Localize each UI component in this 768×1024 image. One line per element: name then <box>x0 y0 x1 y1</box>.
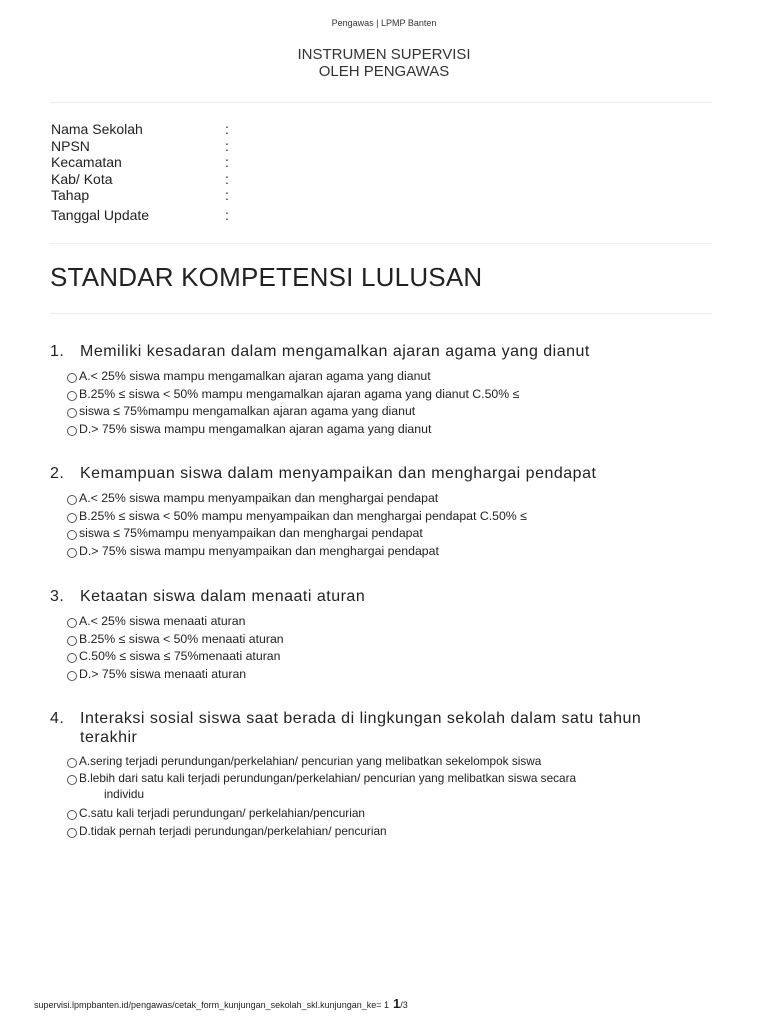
option-c[interactable] <box>67 805 707 822</box>
divider <box>50 243 712 244</box>
option-label: C.50% ≤ siswa ≤ 75%menaati aturan <box>79 649 281 663</box>
info-label: NPSN <box>51 137 90 154</box>
option-label: A.< 25% siswa mampu menyampaikan dan menghargai pendapat <box>79 491 439 505</box>
page-footer <box>34 996 408 1011</box>
page-header: Pengawas | LPMP Banten <box>331 18 437 28</box>
info-colon: : <box>225 137 229 154</box>
info-colon: : <box>225 187 229 204</box>
option-label: A.< 25% siswa menaati aturan <box>79 614 246 628</box>
option-a[interactable] <box>67 753 707 770</box>
option-c[interactable] <box>67 525 720 543</box>
option-b[interactable] <box>67 631 720 649</box>
option-d[interactable] <box>67 543 720 561</box>
option-label: D.> 75% siswa mampu menyampaikan dan menghargai pendapat <box>79 543 439 558</box>
footer-url: supervisi.lpmpbanten.id/pengawas/cetak_form_kunjungan_sekolah_skl.kunjungan_ke= 1 <box>34 1000 389 1010</box>
section-title: STANDAR KOMPETENSI LULUSAN <box>50 262 483 292</box>
radio-button[interactable] <box>67 775 77 785</box>
option-label: B.25% ≤ siswa < 50% menaati aturan <box>79 631 284 646</box>
info-label: Tanggal Update <box>51 206 150 223</box>
option-label: B.lebih dari satu kali terjadi perundungan/perkelahian/ pencurian yang melibatkan siswa secara <box>79 770 577 785</box>
option-d[interactable] <box>67 666 720 684</box>
option-label: D.> 75% siswa menaati aturan <box>79 666 247 681</box>
info-label: Tahap <box>51 187 90 204</box>
option-a[interactable] <box>67 368 720 386</box>
radio-button[interactable] <box>67 636 77 646</box>
option-c[interactable] <box>67 648 720 666</box>
option-label: D.> 75% siswa mampu mengamalkan ajaran agama yang dianut <box>79 421 432 436</box>
question-number: 1. <box>50 343 65 360</box>
question-3 <box>50 587 720 683</box>
radio-button[interactable] <box>67 810 77 820</box>
info-colon: : <box>225 121 229 137</box>
option-d[interactable] <box>67 421 720 439</box>
option-c[interactable] <box>67 403 720 421</box>
radio-button[interactable] <box>67 828 77 838</box>
option-label: A.< 25% siswa mampu mengamalkan ajaran agama yang dianut <box>79 369 431 383</box>
info-label: Kecamatan <box>51 154 122 171</box>
question-number: 3. <box>50 588 65 605</box>
radio-button[interactable] <box>67 513 77 523</box>
question-number: 2. <box>50 465 65 482</box>
page-total: /3 <box>400 1000 408 1010</box>
options-list <box>50 368 720 438</box>
option-b[interactable] <box>67 770 707 803</box>
radio-button[interactable] <box>67 391 77 401</box>
option-label: A.sering terjadi perundungan/perkelahian/ pencurian yang melibatkan sekelompok siswa <box>79 754 542 768</box>
divider <box>50 313 712 314</box>
options-list <box>50 613 720 683</box>
document-title-line-1: INSTRUMEN SUPERVISI <box>297 46 471 63</box>
radio-button[interactable] <box>67 548 77 558</box>
option-a[interactable] <box>67 613 720 631</box>
question-text: Ketaatan siswa dalam menaati aturan <box>80 588 366 605</box>
option-label: B.25% ≤ siswa < 50% mampu menyampaikan dan menghargai pendapat C.50% ≤ <box>79 508 527 523</box>
page-number: 1 <box>393 996 401 1011</box>
radio-button[interactable] <box>67 530 77 540</box>
radio-button[interactable] <box>67 653 77 663</box>
document-title <box>0 46 768 80</box>
info-colon: : <box>225 154 229 171</box>
question-text: Memiliki kesadaran dalam mengamalkan ajaran agama yang dianut <box>80 343 590 360</box>
option-a[interactable] <box>67 490 720 508</box>
question-text: Kemampuan siswa dalam menyampaikan dan menghargai pendapat <box>80 465 597 482</box>
option-d[interactable] <box>67 823 707 840</box>
question-text: Interaksi sosial siswa saat berada di lingkungan sekolah dalam satu tahun terakhir <box>80 710 642 746</box>
question-2 <box>50 464 720 560</box>
option-label: B.25% ≤ siswa < 50% mampu mengamalkan ajaran agama yang dianut C.50% ≤ <box>79 386 520 401</box>
radio-button[interactable] <box>67 671 77 681</box>
info-label: Nama Sekolah <box>51 121 143 137</box>
radio-button[interactable] <box>67 426 77 436</box>
option-b[interactable] <box>67 386 720 404</box>
info-colon: : <box>225 206 229 223</box>
radio-button[interactable] <box>67 373 77 383</box>
options-list <box>50 490 720 560</box>
option-label: C.satu kali terjadi perundungan/ perkelahian/pencurian <box>79 805 365 820</box>
option-label: siswa ≤ 75%mampu mengamalkan ajaran agama yang dianut <box>79 404 416 418</box>
option-label-continuation: individu <box>104 787 145 801</box>
option-b[interactable] <box>67 508 720 526</box>
radio-button[interactable] <box>67 618 77 628</box>
radio-button[interactable] <box>67 758 77 768</box>
question-1 <box>50 342 720 438</box>
radio-button[interactable] <box>67 495 77 505</box>
question-number: 4. <box>50 710 65 727</box>
divider <box>50 102 712 103</box>
info-colon: : <box>225 170 229 187</box>
info-label: Kab/ Kota <box>51 170 113 187</box>
document-title-line-2: OLEH PENGAWAS <box>318 63 450 80</box>
options-list <box>50 753 707 840</box>
question-4 <box>50 709 650 840</box>
option-label: siswa ≤ 75%mampu menyampaikan dan menghargai pendapat <box>79 526 423 540</box>
radio-button[interactable] <box>67 408 77 418</box>
option-label: D.tidak pernah terjadi perundungan/perkelahian/ pencurian <box>79 824 387 838</box>
